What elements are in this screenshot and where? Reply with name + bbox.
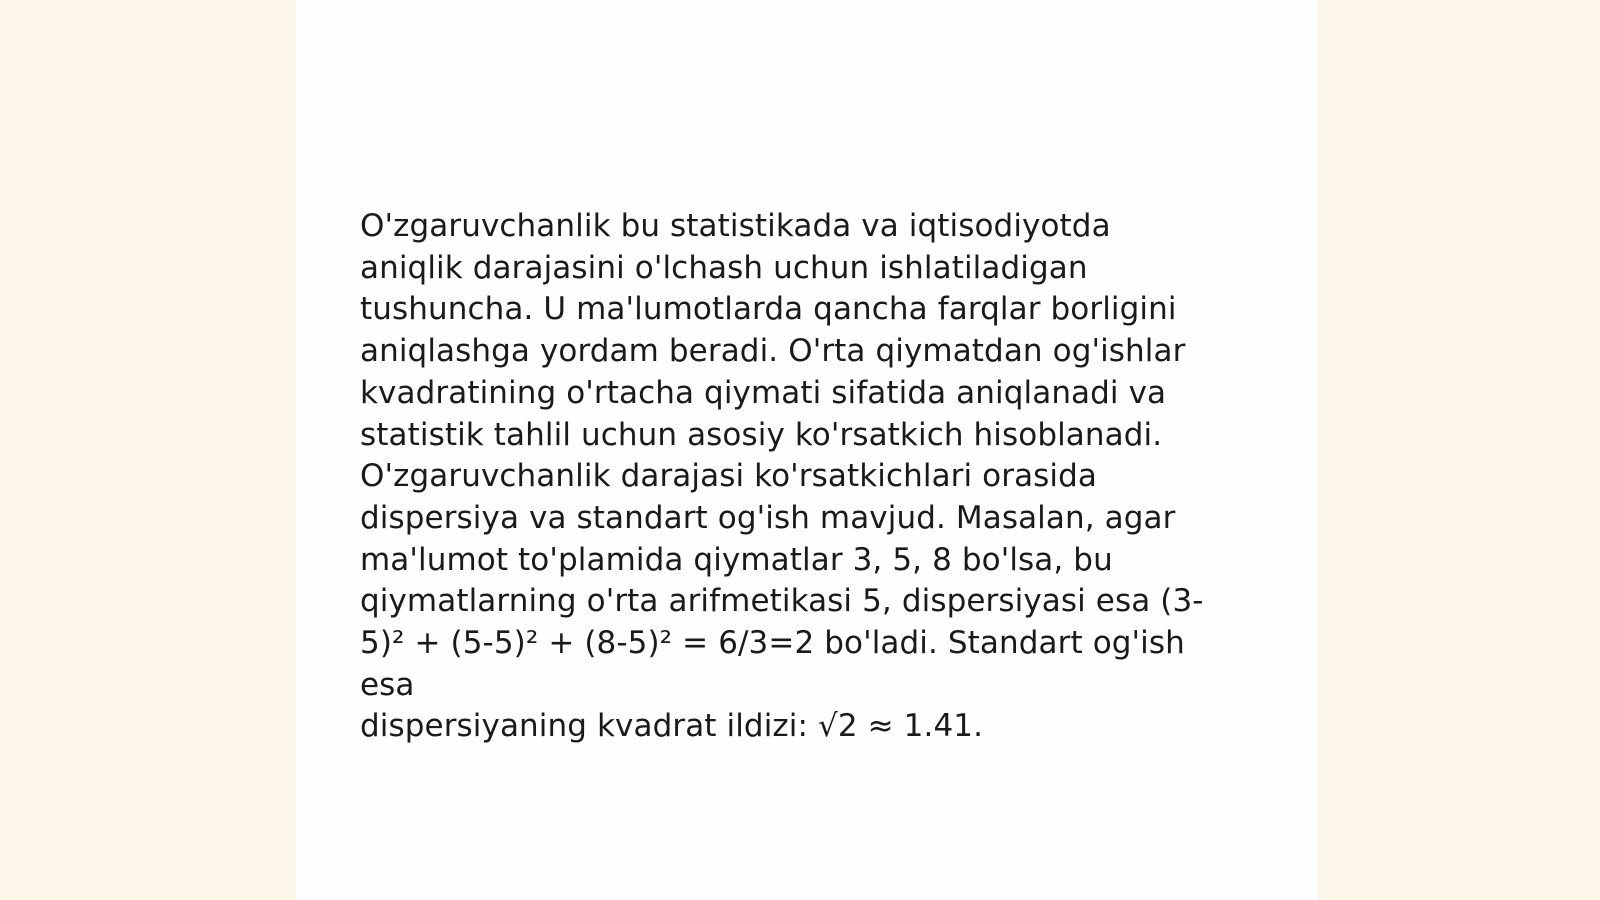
body-paragraph: O'zgaruvchanlik bu statistikada va iqtisodiyotda aniqlik darajasini o'lchash uchun ishlatiladigan tushuncha. U ma'lumotlarda qancha farqlar borligini aniqlashga yordam beradi. O'rta qiymatdan og'ishlar kvadratining o'rtacha qiymati sifatida aniqlanadi va statistik tahlil uchun asosiy ko'rsatkich hisoblanadi. O'zgaruvchanlik darajasi ko'rsatkichlari orasida dispersiya va standart og'ish mavjud. Masalan, agar ma'lumot to'plamida qiymatlar 3, 5, 8 bo'lsa, bu qiymatlarning o'rta arifmetikasi 5, dispersiyasi esa (3- 5)² + (5-5)² + (8-5)² = 6/3=2 bo'ladi. Standart og'ish esa dispersiyaning kvadrat ildizi: √2 ≈ 1.41. xyxy=(360,208,1204,745)
document-page xyxy=(296,0,1318,900)
